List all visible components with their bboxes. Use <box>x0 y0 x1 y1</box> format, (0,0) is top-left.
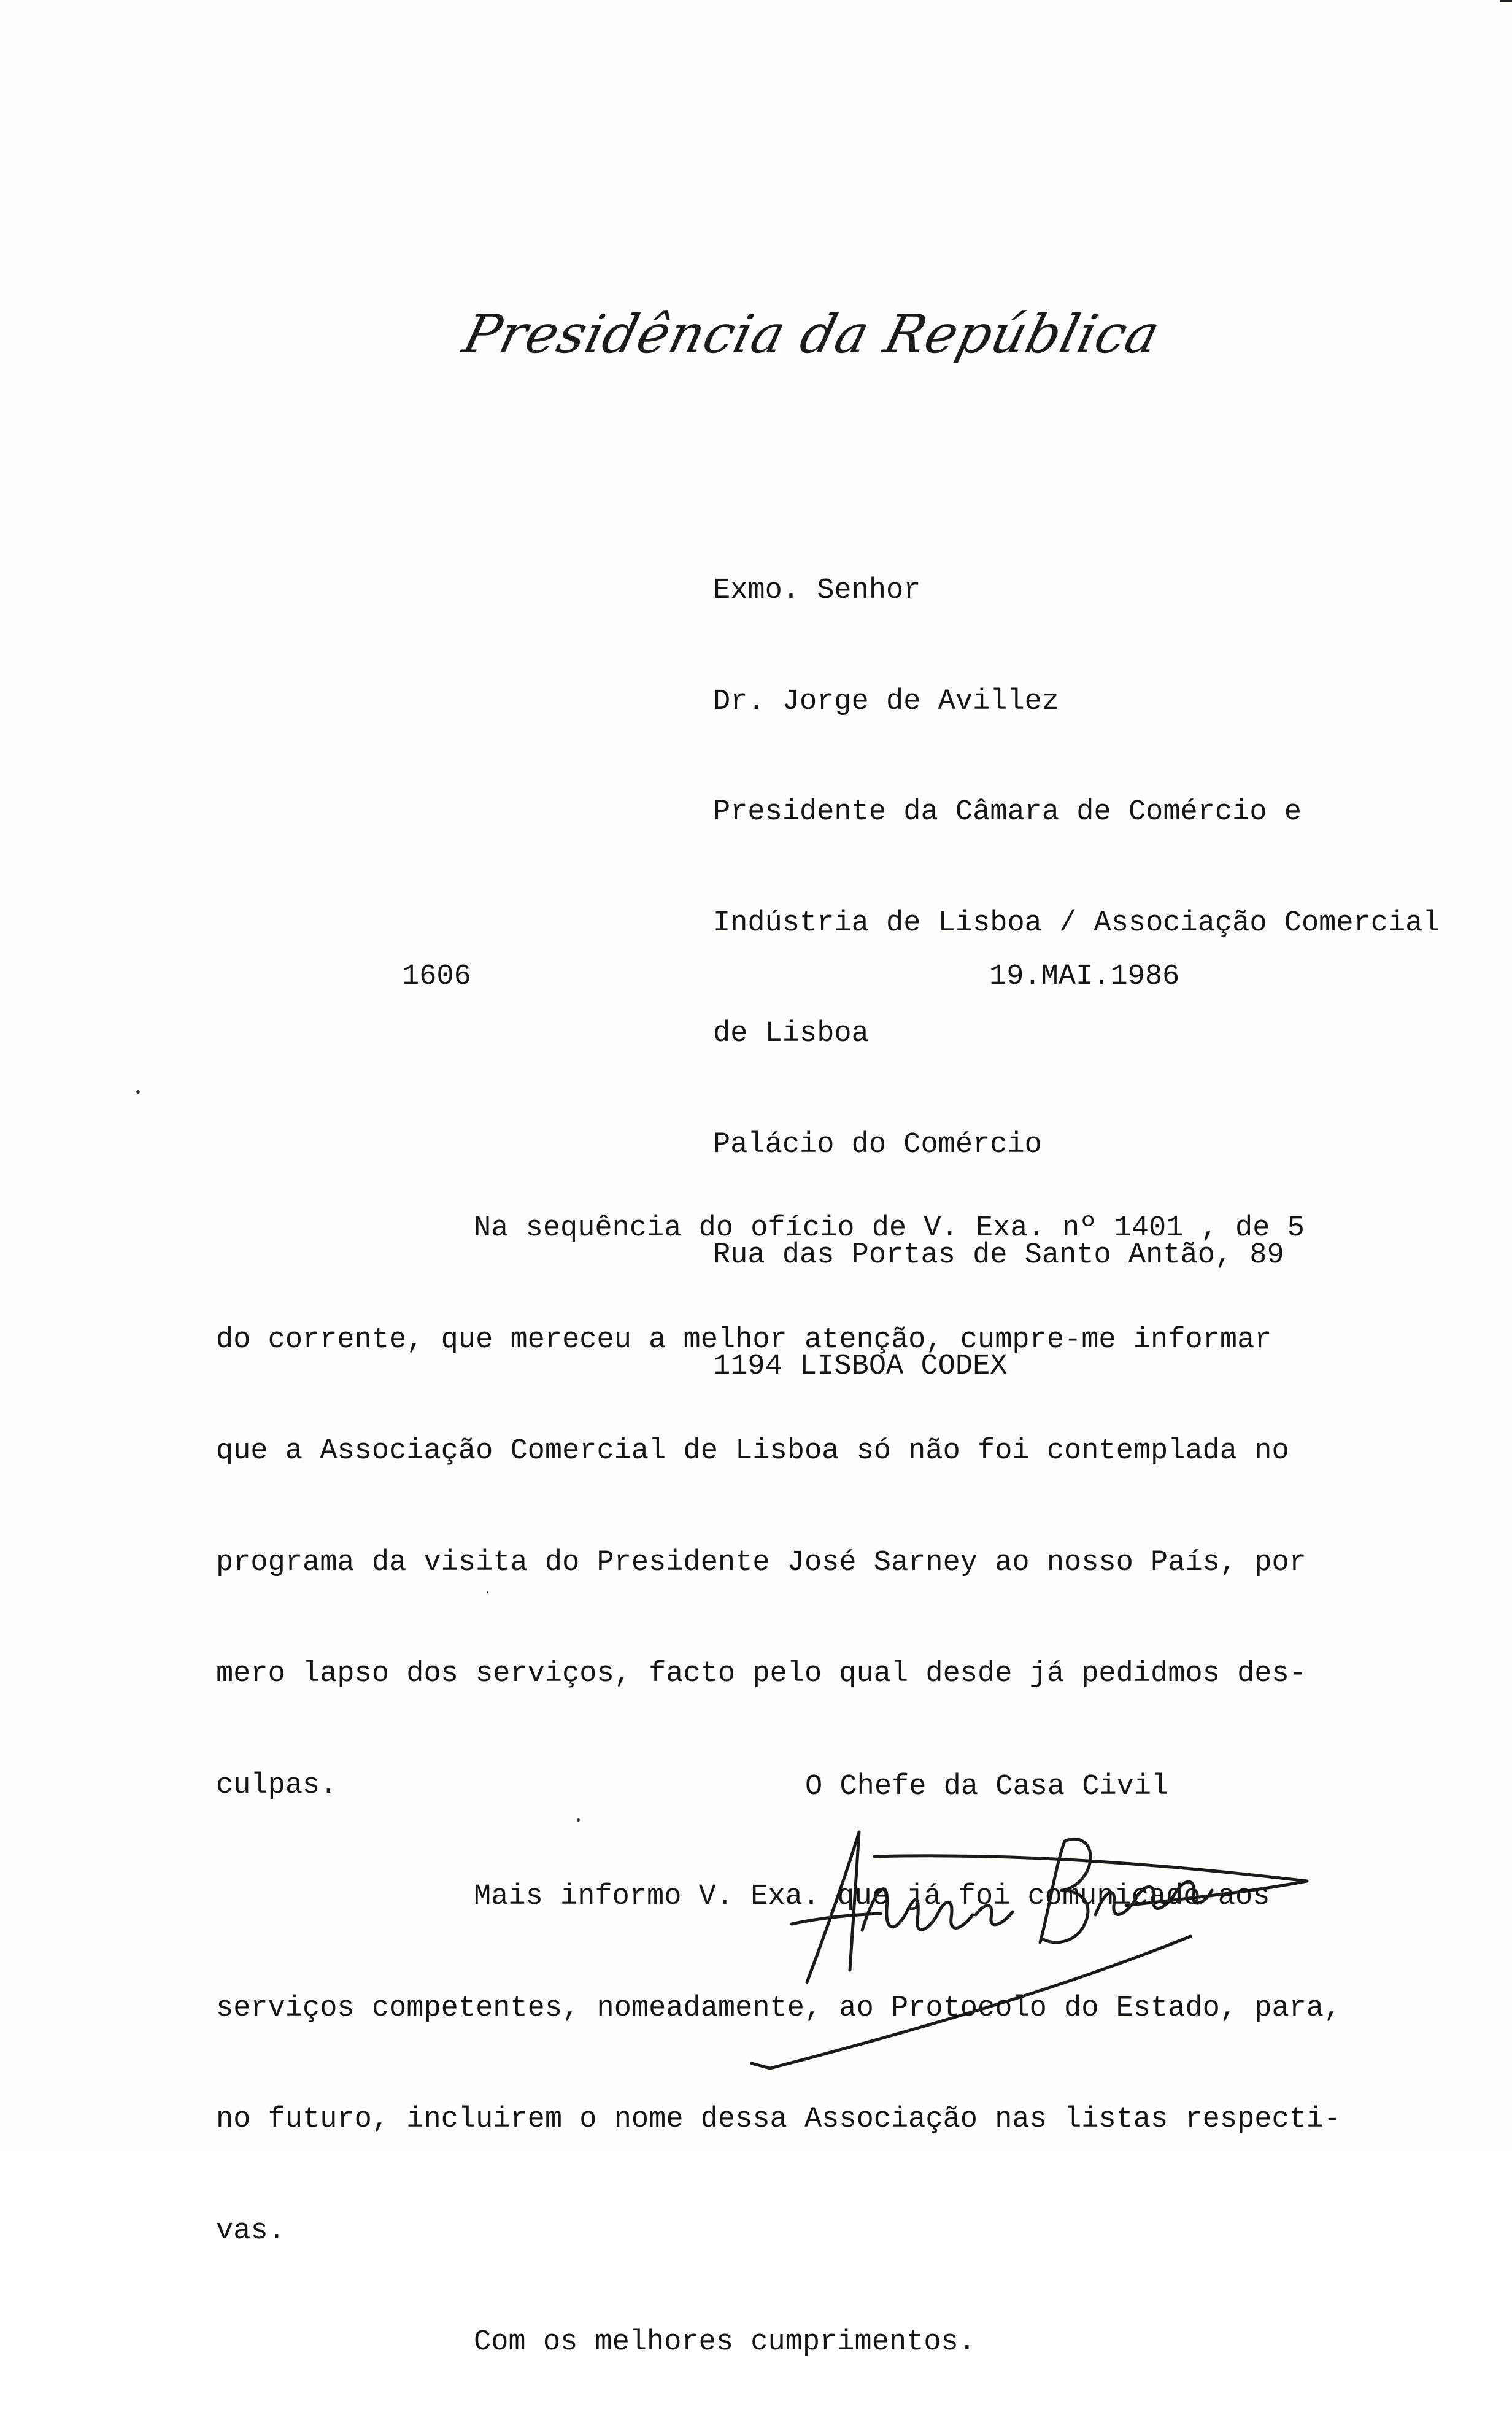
edge-mark <box>1500 0 1512 2</box>
body-line: do corrente, que mereceu a melhor atenção, cumpre-me informar <box>216 1323 1272 1356</box>
address-line: Dr. Jorge de Avillez <box>713 685 1060 718</box>
body-line: Mais informo V. Exa. que já foi comunicado aos <box>474 1880 1270 1913</box>
address-line: Indústria de Lisboa / Associação Comercial <box>713 906 1440 940</box>
body-line: mero lapso dos serviços, facto pelo qual desde já pedidmos des- <box>216 1658 1306 1690</box>
address-line: Rua das Portas de Santo Antão, 89 <box>713 1239 1284 1272</box>
reference-number: 1606 <box>402 960 471 993</box>
address-line: de Lisboa <box>713 1018 869 1050</box>
body-line: que a Associação Comercial de Lisboa só não foi contemplada no <box>216 1435 1289 1467</box>
paper-speck <box>136 1090 140 1094</box>
body-line: Com os melhores cumprimentos. <box>474 2326 976 2359</box>
body-line: vas. <box>216 2214 285 2247</box>
letterhead: Presidência da República <box>457 304 1167 365</box>
signature <box>733 1798 1347 2074</box>
paper-speck <box>577 1818 580 1822</box>
paper-speck <box>487 1591 488 1593</box>
body-line: serviços competentes, nomeadamente, ao Protocolo do Estado, para, <box>216 1992 1341 2025</box>
address-line: Presidente da Câmara de Comércio e <box>713 796 1302 829</box>
body-line: Na sequência do ofício de V. Exa. nº 1401 , de 5 <box>474 1212 1305 1245</box>
body-line: programa da visita do Presidente José Sarney ao nosso País, por <box>216 1546 1306 1579</box>
address-line: 1194 LISBOA CODEX <box>713 1350 1008 1383</box>
body-line: no futuro, incluirem o nome dessa Associação nas listas respecti- <box>216 2103 1341 2136</box>
letter-date: 19.MAI.1986 <box>989 960 1180 993</box>
address-line: Exmo. Senhor <box>713 574 921 607</box>
address-line: Palácio do Comércio <box>713 1128 1042 1161</box>
body-line: culpas. <box>216 1769 338 1802</box>
signatory-title: O Chefe da Casa Civil <box>805 1771 1169 1803</box>
